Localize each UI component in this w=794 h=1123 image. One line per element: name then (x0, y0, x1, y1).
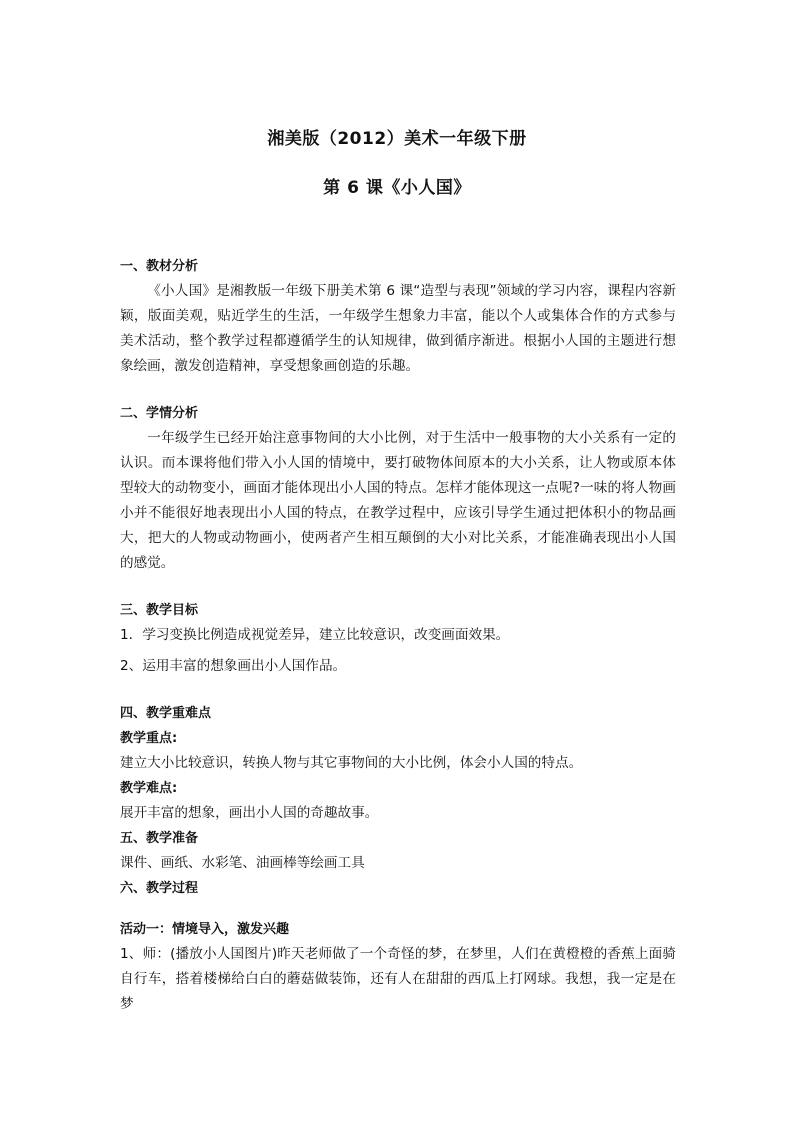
preparation-text: 课件、画纸、水彩笔、油画棒等绘画工具 (120, 855, 365, 871)
section-heading-student-analysis: 二、学情分析 (120, 406, 199, 421)
section-heading-teaching-process: 六、教学过程 (120, 881, 199, 896)
student-analysis-paragraph: 一年级学生已经开始注意事物间的大小比例，对于生活中一般事物的大小关系有一定的认识。而本课将他们带入小人国的情境中，要打破物体间原本的大小关系，让人物或原本体型较大的动物变小，画面才能体现出小人国的特点。怎样才能体现这一点呢?一味的将人物画小并不能很好地表现出小人国的特点，在教学过程中，应该引导学生通过把体积小的物品画大，把大的人物或动物画小，使两者产生相互颠倒的大小对比关系，才能准确表现出小人国的感觉。 (120, 430, 676, 571)
objective-item-2: 2、运用丰富的想象画出小人国作品。 (120, 658, 347, 674)
difficult-point-text: 展开丰富的想象，画出小人国的奇趣故事。 (120, 805, 379, 821)
textbook-analysis-paragraph: 《小人国》是湘教版一年级下册美术第 6 课“造型与表现”领域的学习内容，课程内容新颖，版面美观，贴近学生的生活，一年级学生想象力丰富，能以个人或集体合作的方式参与美术活动，整个教学过程都遵循学生的认知规律，做到循序渐进。根据小人国的主题进行想象绘画，激发创造精神，享受想象画创造的乐趣。 (120, 283, 676, 374)
spacer (120, 679, 676, 701)
difficult-point-label: 教学难点: (120, 781, 178, 796)
document-body (120, 254, 676, 1017)
objective-item-1: 1．学习变换比例造成视觉差异，建立比较意识，改变画面效果。 (120, 627, 510, 643)
document-title: 湘美版（2012）美术一年级下册 (267, 129, 527, 149)
activity-paragraph: 1、师：(播放小人国图片)昨天老师做了一个奇怪的梦，在梦里，人们在黄橙橙的香蕉上面骑自行车，搭着楼梯给白白的蘑菇做装饰，还有人在甜甜的西瓜上打网球。我想，我一定是在梦 (120, 946, 676, 1012)
section-heading-objectives: 三、教学目标 (120, 603, 199, 618)
spacer (120, 901, 676, 917)
section-heading-key-difficult-points: 四、教学重难点 (120, 706, 212, 721)
section-heading-textbook-analysis: 一、教材分析 (120, 259, 199, 274)
key-point-text: 建立大小比较意识，转换人物与其它事物间的大小比例，体会小人国的特点。 (120, 755, 583, 771)
activity-heading: 活动一：情境导入，激发兴趣 (120, 922, 290, 937)
key-point-label: 教学重点: (120, 731, 178, 746)
section-heading-preparation: 五、教学准备 (120, 831, 199, 846)
lesson-title: 第 6 课《小人国》 (323, 178, 471, 198)
spacer (120, 576, 676, 598)
spacer (120, 379, 676, 401)
